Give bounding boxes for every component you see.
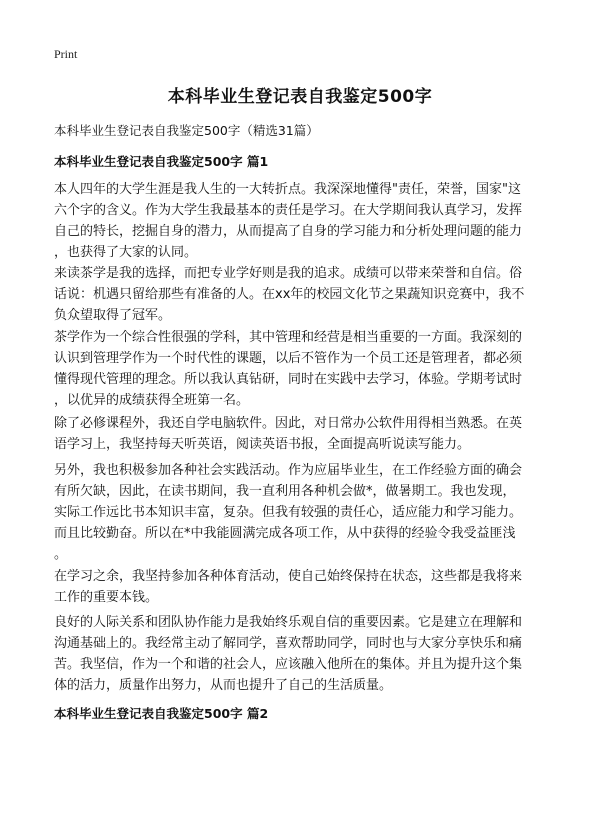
page-title: 本科毕业生登记表自我鉴定500字 xyxy=(167,87,433,107)
paragraph-6 xyxy=(54,566,554,608)
document-subtitle: 本科毕业生登记表自我鉴定500字（精选31篇） xyxy=(54,123,319,138)
paragraph-line: 而且比较勤奋。所以在*中我能圆满完成各项工作，从中获得的经验令我受益匪浅 xyxy=(54,526,516,541)
paragraph-line: 良好的人际关系和团队协作能力是我始终乐观自信的重要因素。它是建立在理解和 xyxy=(54,615,523,630)
paragraph-4 xyxy=(54,413,554,455)
paragraph-line: ，以优异的成绩获得全班第一名。 xyxy=(54,393,250,408)
paragraph-line: 语学习上，我坚持每天听英语，阅读英语书报，全面提高听说读写能力。 xyxy=(54,437,471,452)
paragraph-1 xyxy=(54,179,554,263)
paragraph-5 xyxy=(54,460,554,565)
paragraph-line: 来读茶学是我的选择，而把专业学好则是我的追求。成绩可以带来荣誉和自信。俗 xyxy=(54,266,523,281)
paragraph-line: 茶学作为一个综合性很强的学科，其中管理和经营是相当重要的一方面。我深刻的 xyxy=(54,330,523,345)
section-heading-2: 本科毕业生登记表自我鉴定500字 篇2 xyxy=(54,706,269,721)
paragraph-line: 六个字的含义。作为大学生我最基本的责任是学习。在大学期间我认真学习，发挥 xyxy=(54,203,523,218)
paragraph-line: 工作的重要本钱。 xyxy=(54,590,159,605)
paragraph-line: 在学习之余，我坚持参加各种体育活动，使自己始终保持在状态，这些都是我将来 xyxy=(54,569,523,584)
paragraph-line: 实际工作远比书本知识丰富，复杂。但我有较强的责任心，适应能力和学习能力。 xyxy=(54,505,523,520)
paragraph-7 xyxy=(54,612,554,696)
paragraph-line: 认识到管理学作为一个时代性的课题，以后不管作为一个员工还是管理者，都必须 xyxy=(54,351,523,366)
paragraph-line: 有所欠缺，因此，在读书期间，我一直利用各种机会做*，做暑期工。我也发现， xyxy=(54,484,516,499)
paragraph-line: 话说：机遇只留给那些有准备的人。在xx年的校园文化节之果蔬知识竞赛中，我不 xyxy=(54,287,525,302)
paragraph-2 xyxy=(54,263,554,326)
paragraph-line: 另外，我也积极参加各种社会实践活动。作为应届毕业生，在工作经验方面的确会 xyxy=(54,463,523,478)
paragraph-line: 本人四年的大学生涯是我人生的一大转折点。我深深地懂得"责任，荣誉，国家"这 xyxy=(54,182,521,197)
paragraph-line: 负众望取得了冠军。 xyxy=(54,308,172,323)
section-heading-1: 本科毕业生登记表自我鉴定500字 篇1 xyxy=(54,154,269,169)
paragraph-line: ，也获得了大家的认同。 xyxy=(54,245,198,260)
paragraph-line: 。 xyxy=(54,547,68,562)
print-link[interactable]: Print xyxy=(54,47,78,61)
paragraph-line: 懂得现代管理的理念。所以我认真钻研，同时在实践中去学习，体验。学期考试时 xyxy=(54,372,523,387)
paragraph-line: 除了必修课程外，我还自学电脑软件。因此，对日常办公软件用得相当熟悉。在英 xyxy=(54,416,523,431)
paragraph-3 xyxy=(54,327,554,411)
paragraph-line: 体的活力，质量作出努力，从而也提升了自己的生活质量。 xyxy=(54,678,393,693)
paragraph-line: 沟通基础上的。我经常主动了解同学，喜欢帮助同学，同时也与大家分享快乐和痛 xyxy=(54,636,523,651)
paragraph-line: 苦。我坚信，作为一个和谐的社会人，应该融入他所在的集体。并且为提升这个集 xyxy=(54,657,523,672)
paragraph-line: 自己的特长，挖掘自身的潜力，从而提高了自身的学习能力和分析处理问题的能力 xyxy=(54,224,523,239)
